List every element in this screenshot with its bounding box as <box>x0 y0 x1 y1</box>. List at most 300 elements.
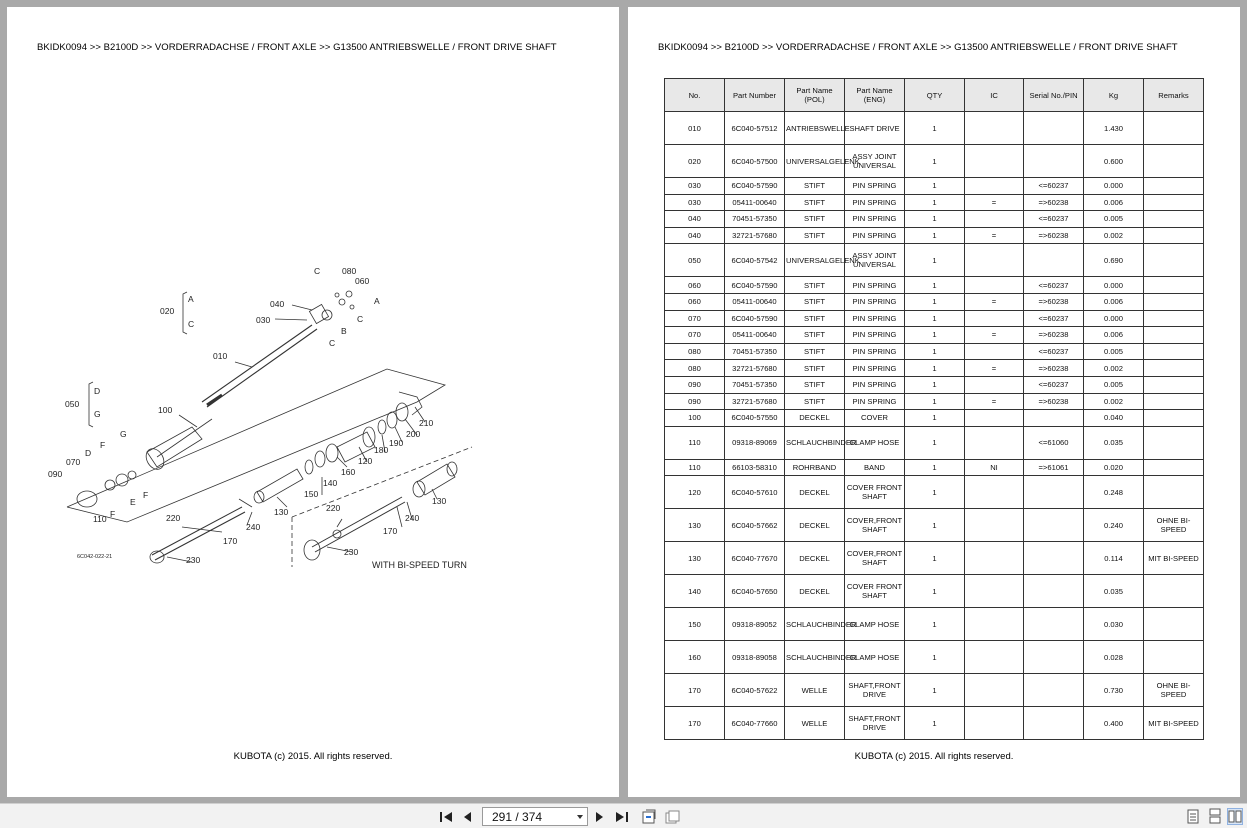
cell-qty: 1 <box>905 327 965 344</box>
cell-part-number: 6C040-57512 <box>725 112 785 145</box>
fit-page-button[interactable] <box>640 808 658 825</box>
cell-kg: 0.028 <box>1084 641 1144 674</box>
cell-ic <box>965 244 1024 277</box>
cell-part-name-pol: STIFT <box>785 277 845 294</box>
cell-ic: = <box>965 360 1024 377</box>
cell-part-number: 6C040-57590 <box>725 310 785 327</box>
table-row <box>665 178 1204 195</box>
letter-c-right: C <box>357 314 364 324</box>
cell-ic: = <box>965 194 1024 211</box>
cell-part-name-pol: STIFT <box>785 211 845 228</box>
cell-part-number: 6C040-57650 <box>725 575 785 608</box>
letter-g: G <box>94 409 101 419</box>
callout-130-bispeed: 130 <box>432 496 447 506</box>
single-page-icon <box>1187 809 1199 824</box>
cell-part-name-pol: STIFT <box>785 343 845 360</box>
cell-part-name-eng: SHAFT,FRONT DRIVE <box>845 674 905 707</box>
cell-ic <box>965 575 1024 608</box>
table-header-row <box>665 79 1204 112</box>
viewer-toolbar <box>0 803 1247 828</box>
cell-serial: <=60237 <box>1024 310 1084 327</box>
cell-part-number: 6C040-57542 <box>725 244 785 277</box>
cell-serial: <=60237 <box>1024 376 1084 393</box>
cell-no: 130 <box>665 542 725 575</box>
cell-part-name-eng: COVER,FRONT SHAFT <box>845 542 905 575</box>
cell-serial: <=60237 <box>1024 178 1084 195</box>
callout-020: 020 <box>160 306 175 316</box>
cell-qty: 1 <box>905 211 965 228</box>
cell-part-name-pol: STIFT <box>785 327 845 344</box>
breadcrumb: BKIDK0094 >> B2100D >> VORDERRADACHSE / FRONT AXLE >> G13500 ANTRIEBSWELLE / FRONT DRIVE SHAFT <box>37 42 557 53</box>
continuous-page-icon <box>1209 809 1221 824</box>
table-row <box>665 393 1204 410</box>
cell-part-number: 6C040-57590 <box>725 277 785 294</box>
chevron-down-icon <box>577 815 583 819</box>
cell-part-number: 6C040-57590 <box>725 178 785 195</box>
cell-serial <box>1024 410 1084 427</box>
callout-030: 030 <box>256 315 271 325</box>
cell-qty: 1 <box>905 227 965 244</box>
cell-part-name-pol: DECKEL <box>785 410 845 427</box>
cell-no: 130 <box>665 509 725 542</box>
callout-110: 110 <box>93 514 107 524</box>
cell-remarks <box>1144 211 1204 228</box>
cell-part-number: 09318-89069 <box>725 426 785 459</box>
cell-qty: 1 <box>905 310 965 327</box>
callout-120: 120 <box>358 456 373 466</box>
cell-serial: <=60237 <box>1024 343 1084 360</box>
cell-part-number: 6C040-77660 <box>725 707 785 740</box>
cell-kg: 1.430 <box>1084 112 1144 145</box>
footer-copyright: KUBOTA (c) 2015. All rights reserved. <box>233 751 393 762</box>
callout-080: 080 <box>342 266 357 276</box>
cell-qty: 1 <box>905 178 965 195</box>
cell-part-name-pol: STIFT <box>785 293 845 310</box>
cell-part-name-eng: ASSY JOINT UNIVERSAL <box>845 145 905 178</box>
cell-part-name-eng: PIN SPRING <box>845 277 905 294</box>
cell-part-name-pol: SCHLAUCHBINDER <box>785 426 845 459</box>
cell-ic <box>965 310 1024 327</box>
cell-part-name-eng: PIN SPRING <box>845 343 905 360</box>
cell-ic <box>965 343 1024 360</box>
cell-qty: 1 <box>905 376 965 393</box>
cell-part-name-pol: STIFT <box>785 360 845 377</box>
cell-part-name-eng: PIN SPRING <box>845 178 905 195</box>
cell-no: 080 <box>665 360 725 377</box>
cell-part-name-pol: SCHLAUCHBINDER <box>785 641 845 674</box>
fit-width-button[interactable] <box>663 808 681 825</box>
table-row <box>665 509 1204 542</box>
cell-part-name-eng: PIN SPRING <box>845 310 905 327</box>
diagram-caption: WITH BI-SPEED TURN <box>372 560 467 570</box>
cell-no: 080 <box>665 343 725 360</box>
table-row <box>665 244 1204 277</box>
col-header-remarks: Remarks <box>1144 79 1204 112</box>
table-row <box>665 277 1204 294</box>
cell-kg: 0.020 <box>1084 459 1144 476</box>
first-page-icon <box>439 811 453 823</box>
parts-table-body <box>665 112 1204 740</box>
letter-c-bottom: C <box>329 338 336 348</box>
cell-remarks <box>1144 310 1204 327</box>
cell-remarks <box>1144 227 1204 244</box>
callout-160: 160 <box>341 467 356 477</box>
cell-no: 070 <box>665 327 725 344</box>
cell-remarks <box>1144 112 1204 145</box>
table-row <box>665 360 1204 377</box>
cell-part-number: 6C040-57610 <box>725 476 785 509</box>
cell-qty: 1 <box>905 343 965 360</box>
cell-ic <box>965 707 1024 740</box>
cell-remarks: OHNE BI-SPEED <box>1144 509 1204 542</box>
cell-part-name-pol: DECKEL <box>785 575 845 608</box>
callout-230: 230 <box>186 555 201 565</box>
cell-ic: = <box>965 293 1024 310</box>
table-row <box>665 145 1204 178</box>
cell-kg: 0.400 <box>1084 707 1144 740</box>
cell-part-name-pol: WELLE <box>785 707 845 740</box>
cell-kg: 0.002 <box>1084 227 1144 244</box>
cell-no: 170 <box>665 674 725 707</box>
callout-220-bispeed: 220 <box>326 503 341 513</box>
cell-ic <box>965 145 1024 178</box>
table-row <box>665 293 1204 310</box>
two-page-view-button[interactable] <box>1227 808 1243 825</box>
cell-kg: 0.006 <box>1084 327 1144 344</box>
cell-part-name-eng: BAND <box>845 459 905 476</box>
cell-ic <box>965 542 1024 575</box>
callout-230-bispeed: 230 <box>344 547 359 557</box>
previous-page-button[interactable] <box>460 808 474 825</box>
cell-serial <box>1024 707 1084 740</box>
callout-220: 220 <box>166 513 181 523</box>
cell-part-number: 05411-00640 <box>725 327 785 344</box>
letter-f-3: F <box>110 509 116 519</box>
cell-no: 150 <box>665 608 725 641</box>
cell-part-name-pol: ANTRIEBSWELLE <box>785 112 845 145</box>
cell-part-name-pol: STIFT <box>785 376 845 393</box>
cell-qty: 1 <box>905 641 965 674</box>
cell-part-number: 6C040-57662 <box>725 509 785 542</box>
cell-qty: 1 <box>905 608 965 641</box>
cell-qty: 1 <box>905 112 965 145</box>
cell-serial: =>60238 <box>1024 293 1084 310</box>
cell-part-name-eng: PIN SPRING <box>845 293 905 310</box>
cell-no: 030 <box>665 194 725 211</box>
cell-part-name-pol: DECKEL <box>785 542 845 575</box>
table-row <box>665 376 1204 393</box>
cell-kg: 0.000 <box>1084 310 1144 327</box>
cell-ic: NI <box>965 459 1024 476</box>
cell-part-number: 70451-57350 <box>725 211 785 228</box>
cell-no: 010 <box>665 112 725 145</box>
letter-g-2: G <box>120 429 127 439</box>
letter-a-top: A <box>374 296 380 306</box>
letter-a: A <box>188 294 194 304</box>
callout-050: 050 <box>65 399 80 409</box>
cell-kg: 0.005 <box>1084 211 1144 228</box>
cell-kg: 0.000 <box>1084 178 1144 195</box>
cell-part-name-eng: SHAFT DRIVE <box>845 112 905 145</box>
cell-remarks <box>1144 194 1204 211</box>
cell-qty: 1 <box>905 509 965 542</box>
cell-kg: 0.248 <box>1084 476 1144 509</box>
left-page <box>7 7 619 797</box>
col-header-no: No. <box>665 79 725 112</box>
cell-remarks <box>1144 376 1204 393</box>
cell-serial: =>60238 <box>1024 393 1084 410</box>
cell-part-name-eng: SHAFT,FRONT DRIVE <box>845 707 905 740</box>
cell-no: 030 <box>665 178 725 195</box>
cell-no: 110 <box>665 459 725 476</box>
cell-kg: 0.005 <box>1084 376 1144 393</box>
page-indicator: 291 / 374 <box>492 809 543 824</box>
parts-table <box>664 78 1204 740</box>
cell-part-name-eng: ASSY JOINT UNIVERSAL <box>845 244 905 277</box>
cell-part-name-eng: COVER FRONT SHAFT <box>845 476 905 509</box>
cell-ic: = <box>965 393 1024 410</box>
cell-no: 090 <box>665 393 725 410</box>
next-page-button[interactable] <box>593 808 607 825</box>
footer-copyright: KUBOTA (c) 2015. All rights reserved. <box>854 751 1014 762</box>
callout-240: 240 <box>246 522 261 532</box>
table-row <box>665 641 1204 674</box>
cell-remarks: OHNE BI-SPEED <box>1144 674 1204 707</box>
cell-qty: 1 <box>905 293 965 310</box>
col-header-ic: IC <box>965 79 1024 112</box>
cell-part-number: 6C040-57622 <box>725 674 785 707</box>
cell-qty: 1 <box>905 145 965 178</box>
cell-remarks <box>1144 608 1204 641</box>
next-page-icon <box>595 811 605 823</box>
cell-remarks: MIT BI-SPEED <box>1144 542 1204 575</box>
cell-serial: =>60238 <box>1024 194 1084 211</box>
cell-part-name-eng: COVER FRONT SHAFT <box>845 575 905 608</box>
cell-remarks: MIT BI-SPEED <box>1144 707 1204 740</box>
cell-remarks <box>1144 575 1204 608</box>
callout-040: 040 <box>270 299 285 309</box>
table-row <box>665 410 1204 427</box>
cell-kg: 0.730 <box>1084 674 1144 707</box>
cell-kg: 0.035 <box>1084 426 1144 459</box>
cell-part-name-eng: COVER <box>845 410 905 427</box>
cell-part-name-eng: CLAMP HOSE <box>845 426 905 459</box>
fit-width-icon <box>664 809 680 825</box>
cell-serial: =>61061 <box>1024 459 1084 476</box>
cell-part-number: 09318-89052 <box>725 608 785 641</box>
table-row <box>665 459 1204 476</box>
previous-page-icon <box>462 811 472 823</box>
cell-kg: 0.002 <box>1084 360 1144 377</box>
cell-part-name-eng: COVER,FRONT SHAFT <box>845 509 905 542</box>
cell-qty: 1 <box>905 426 965 459</box>
table-row <box>665 707 1204 740</box>
cell-part-name-pol: DECKEL <box>785 509 845 542</box>
cell-kg: 0.002 <box>1084 393 1144 410</box>
cell-kg: 0.690 <box>1084 244 1144 277</box>
cell-kg: 0.000 <box>1084 277 1144 294</box>
cell-ic <box>965 608 1024 641</box>
cell-serial: =>60238 <box>1024 360 1084 377</box>
callout-010: 010 <box>213 351 228 361</box>
cell-kg: 0.006 <box>1084 194 1144 211</box>
cell-kg: 0.006 <box>1084 293 1144 310</box>
cell-no: 060 <box>665 293 725 310</box>
diagram-code: 6C042-022-21 <box>77 554 113 560</box>
cell-no: 050 <box>665 244 725 277</box>
fit-page-icon <box>641 809 657 825</box>
table-row <box>665 211 1204 228</box>
cell-remarks <box>1144 410 1204 427</box>
right-page <box>628 7 1240 797</box>
cell-part-name-eng: PIN SPRING <box>845 194 905 211</box>
callout-130: 130 <box>274 507 289 517</box>
cell-serial <box>1024 542 1084 575</box>
cell-part-number: 32721-57680 <box>725 393 785 410</box>
cell-remarks <box>1144 426 1204 459</box>
callout-140: 140 <box>323 478 338 488</box>
two-page-icon <box>1228 810 1242 823</box>
callout-190: 190 <box>389 438 404 448</box>
cell-part-name-pol: STIFT <box>785 227 845 244</box>
cell-remarks <box>1144 393 1204 410</box>
cell-serial: =>60238 <box>1024 227 1084 244</box>
first-page-button[interactable] <box>438 808 454 825</box>
cell-part-name-eng: PIN SPRING <box>845 360 905 377</box>
table-row <box>665 476 1204 509</box>
cell-qty: 1 <box>905 459 965 476</box>
cell-no: 070 <box>665 310 725 327</box>
cell-kg: 0.040 <box>1084 410 1144 427</box>
cell-ic <box>965 211 1024 228</box>
cell-part-name-eng: CLAMP HOSE <box>845 608 905 641</box>
cell-serial: <=60237 <box>1024 277 1084 294</box>
cell-no: 090 <box>665 376 725 393</box>
cell-remarks <box>1144 360 1204 377</box>
callout-240-bispeed: 240 <box>405 513 420 523</box>
cell-serial: =>60238 <box>1024 327 1084 344</box>
cell-kg: 0.114 <box>1084 542 1144 575</box>
cell-kg: 0.240 <box>1084 509 1144 542</box>
cell-remarks <box>1144 293 1204 310</box>
cell-part-name-eng: PIN SPRING <box>845 393 905 410</box>
cell-part-name-pol: STIFT <box>785 178 845 195</box>
cell-remarks <box>1144 145 1204 178</box>
cell-part-name-pol: STIFT <box>785 393 845 410</box>
table-row <box>665 542 1204 575</box>
cell-kg: 0.600 <box>1084 145 1144 178</box>
cell-qty: 1 <box>905 542 965 575</box>
cell-serial <box>1024 608 1084 641</box>
table-row <box>665 112 1204 145</box>
cell-part-name-pol: DECKEL <box>785 476 845 509</box>
letter-f-2: F <box>143 490 149 500</box>
cell-ic <box>965 674 1024 707</box>
cell-ic <box>965 476 1024 509</box>
cell-serial: <=60237 <box>1024 211 1084 228</box>
cell-serial <box>1024 575 1084 608</box>
cell-qty: 1 <box>905 707 965 740</box>
last-page-button[interactable] <box>614 808 630 825</box>
cell-remarks <box>1144 476 1204 509</box>
callout-100: 100 <box>158 405 173 415</box>
table-row <box>665 227 1204 244</box>
cell-qty: 1 <box>905 476 965 509</box>
cell-qty: 1 <box>905 244 965 277</box>
cell-ic: = <box>965 327 1024 344</box>
cell-no: 020 <box>665 145 725 178</box>
cell-part-number: 05411-00640 <box>725 194 785 211</box>
letter-c-top: C <box>314 266 321 276</box>
cell-no: 140 <box>665 575 725 608</box>
cell-no: 060 <box>665 277 725 294</box>
col-header-qty: QTY <box>905 79 965 112</box>
cell-serial <box>1024 509 1084 542</box>
cell-ic <box>965 178 1024 195</box>
letter-c: C <box>188 319 195 329</box>
letter-e: E <box>130 497 136 507</box>
cell-part-number: 66103-58310 <box>725 459 785 476</box>
cell-part-number: 09318-89058 <box>725 641 785 674</box>
exploded-parts-diagram <box>7 7 619 797</box>
cell-kg: 0.005 <box>1084 343 1144 360</box>
cell-part-name-pol: ROHRBAND <box>785 459 845 476</box>
cell-part-number: 32721-57680 <box>725 360 785 377</box>
cell-ic <box>965 112 1024 145</box>
single-page-view-button[interactable] <box>1186 808 1200 825</box>
cell-serial <box>1024 244 1084 277</box>
cell-no: 110 <box>665 426 725 459</box>
cell-ic <box>965 426 1024 459</box>
cell-ic: = <box>965 227 1024 244</box>
cell-remarks <box>1144 178 1204 195</box>
cell-remarks <box>1144 343 1204 360</box>
cell-serial <box>1024 145 1084 178</box>
cell-part-name-pol: SCHLAUCHBINDER <box>785 608 845 641</box>
page-number-select[interactable] <box>482 807 588 826</box>
callout-180: 180 <box>374 445 389 455</box>
cell-part-name-pol: STIFT <box>785 194 845 211</box>
cell-remarks <box>1144 641 1204 674</box>
letter-d-2: D <box>85 448 92 458</box>
table-row <box>665 674 1204 707</box>
letter-d: D <box>94 386 101 396</box>
cell-part-name-eng: PIN SPRING <box>845 376 905 393</box>
cell-serial <box>1024 641 1084 674</box>
cell-ic <box>965 277 1024 294</box>
cell-serial: <=61060 <box>1024 426 1084 459</box>
cell-remarks <box>1144 459 1204 476</box>
col-header-part-name-pol: Part Name (POL) <box>785 79 845 112</box>
cell-no: 040 <box>665 227 725 244</box>
cell-qty: 1 <box>905 277 965 294</box>
cell-ic <box>965 641 1024 674</box>
continuous-view-button[interactable] <box>1208 808 1222 825</box>
cell-part-name-eng: PIN SPRING <box>845 211 905 228</box>
callout-150: 150 <box>304 489 319 499</box>
cell-part-number: 6C040-57500 <box>725 145 785 178</box>
letter-f: F <box>100 440 106 450</box>
callout-090: 090 <box>48 469 63 479</box>
cell-serial <box>1024 112 1084 145</box>
cell-remarks <box>1144 277 1204 294</box>
cell-part-name-eng: CLAMP HOSE <box>845 641 905 674</box>
cell-serial <box>1024 674 1084 707</box>
cell-ic <box>965 376 1024 393</box>
cell-kg: 0.030 <box>1084 608 1144 641</box>
cell-part-number: 6C040-77670 <box>725 542 785 575</box>
cell-part-name-pol: UNIVERSALGELENK <box>785 145 845 178</box>
